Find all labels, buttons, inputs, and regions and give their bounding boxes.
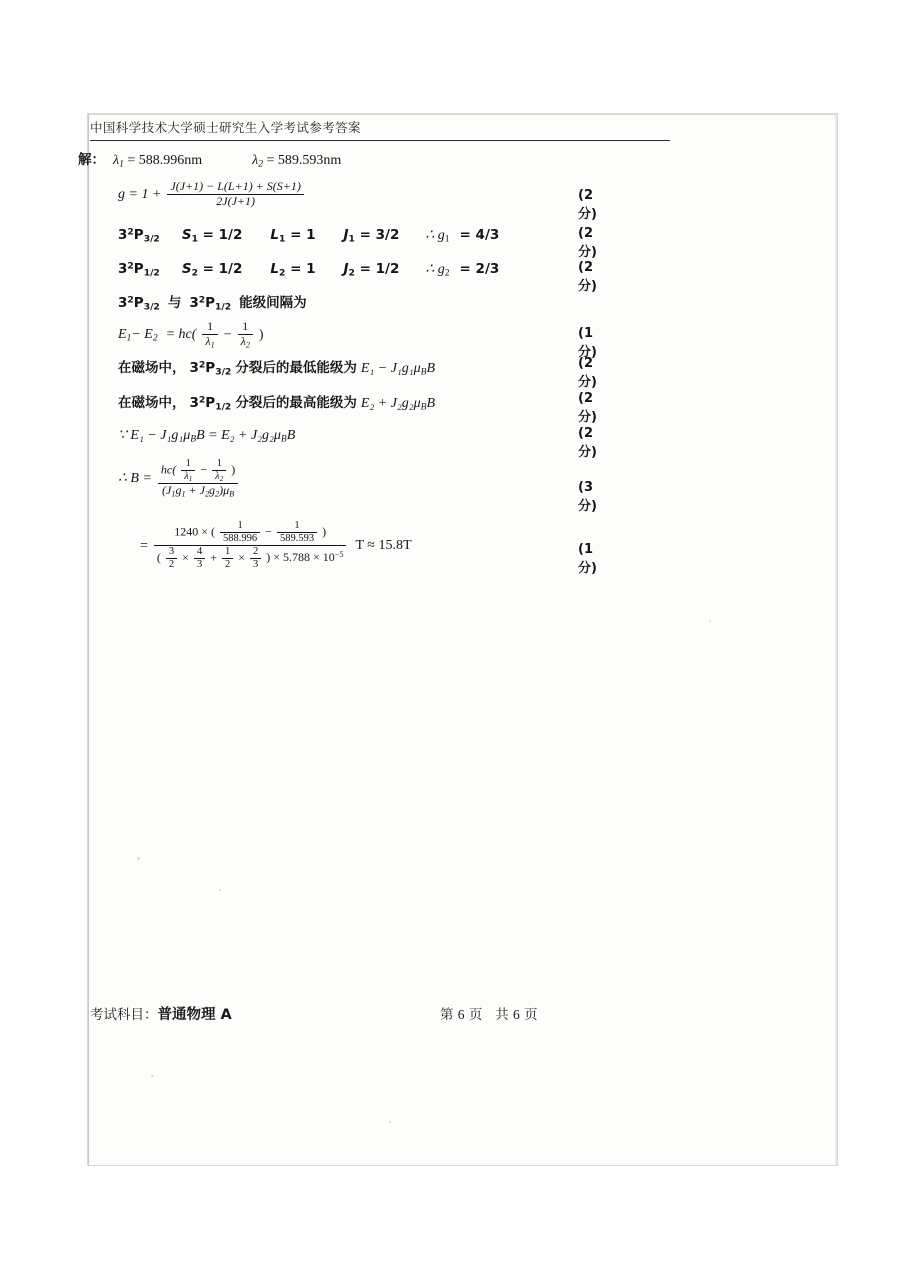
score-b: (3 分) — [578, 480, 597, 514]
lambda-subscript: 2 — [245, 340, 250, 350]
mu-b-subscript-2: B — [280, 434, 287, 445]
state-subscript: 3/2 — [215, 366, 232, 378]
mu-subscript: B — [229, 489, 235, 499]
minus-sign: − — [265, 524, 272, 539]
E2-subscript: 2 — [152, 334, 158, 345]
inverse-588-fraction — [220, 520, 260, 545]
b-numerator — [158, 458, 238, 483]
L1-subscript: 1 — [279, 233, 286, 245]
page-total: 6 — [513, 1007, 520, 1022]
score-low: (2 分) — [578, 356, 597, 390]
low-expression — [361, 361, 435, 376]
inverse-lambda1-fraction — [202, 320, 217, 349]
numeric-fraction — [154, 520, 347, 571]
S2-symbol: S — [181, 261, 192, 277]
denominator: 589.593 — [277, 532, 317, 545]
E1-symbol: E — [118, 327, 127, 343]
subject-label: 考试科目： — [90, 1007, 158, 1023]
J1-value: = 3/2 — [359, 227, 400, 243]
lambda-subscript: 2 — [219, 475, 224, 484]
lambda-symbol: λ — [205, 333, 211, 348]
minus-sign: − — [200, 462, 208, 477]
J1-subscript: 1 — [171, 489, 176, 499]
g-formula-lhs: g = 1 + — [118, 186, 162, 202]
b-lhs: ∴ B = — [118, 471, 152, 487]
J1-symbol: (J — [162, 483, 172, 498]
gap-conjunction: 与 — [167, 295, 182, 311]
lande-g-formula — [118, 179, 597, 222]
energy-gap-sentence — [118, 291, 307, 313]
energy-difference-equation — [118, 319, 597, 360]
numerator: 4 — [196, 546, 203, 558]
inverse-lambda2-fraction — [212, 458, 226, 483]
state-letter: P — [205, 395, 216, 411]
lambda-subscript: 1 — [210, 340, 215, 350]
low-mid: 分裂后的最低能级为 — [235, 360, 357, 376]
lambda-symbol: λ — [184, 471, 189, 483]
four-thirds-fraction — [194, 546, 205, 571]
score-g: (2 分) — [578, 188, 597, 222]
page-current: 6 — [457, 1007, 465, 1022]
high-expr-main: E₂ + J₂g₂μ — [360, 396, 421, 411]
numeric-result: T ≈ 15.8T — [355, 538, 412, 554]
numeric-denominator — [154, 545, 347, 571]
eq-left: ∵ E₁ − J₁g₁μ — [118, 428, 191, 443]
numerator: 1 — [224, 546, 231, 558]
term-3p32-line — [118, 226, 597, 260]
lambda-symbol: λ — [240, 333, 246, 348]
scan-speck — [219, 889, 221, 891]
lambda2-value: = 589.593nm — [266, 153, 342, 168]
state-number: 3 — [189, 360, 199, 376]
page-unit-2: 页 — [524, 1007, 538, 1023]
state-number: 3 — [118, 295, 128, 311]
denominator: 2 — [166, 558, 177, 571]
inverse-589-fraction — [277, 520, 317, 545]
g2-subscript: 2 — [444, 268, 450, 279]
state-number: 3 — [118, 227, 128, 243]
lambda1-subscript: 1 — [119, 159, 124, 170]
state-letter: P — [205, 295, 216, 311]
state-superscript: 2 — [198, 294, 206, 306]
L1-value: = 1 — [290, 227, 316, 243]
g1-value: = 4/3 — [459, 227, 500, 243]
high-mid: 分裂后的最高能级为 — [235, 395, 357, 411]
g1-therefore: ∴ g — [425, 228, 445, 243]
denominator: 588.996 — [220, 532, 260, 545]
J2-subscript: 2 — [348, 267, 355, 279]
g2-symbol: g — [209, 483, 216, 498]
gap-state-2 — [189, 295, 231, 311]
g1-symbol: g — [175, 483, 182, 498]
J1-symbol: J — [343, 227, 349, 243]
low-expr-main: E₁ − J₁g₁μ — [360, 361, 421, 376]
S1-value: = 1/2 — [202, 227, 243, 243]
state-superscript: 2 — [127, 226, 134, 238]
low-prefix: 在磁场中， — [118, 360, 186, 376]
page-label-current: 第 — [440, 1007, 454, 1023]
numerator: 1 — [185, 458, 191, 469]
state-superscript: 2 — [127, 260, 134, 272]
state-superscript: 2 — [198, 394, 206, 406]
state-subscript: 3/2 — [143, 233, 160, 245]
footer-pagination — [440, 1003, 538, 1023]
paren-open: ( — [156, 550, 161, 565]
score-p32: (2 分) — [578, 226, 597, 260]
score-num: (1 分) — [578, 542, 597, 576]
numeric-numerator — [154, 520, 347, 545]
term-3p12-line — [118, 260, 597, 294]
g2-subscript: 2 — [215, 489, 220, 499]
gap-state-1 — [118, 295, 160, 311]
score-p12: (2 分) — [578, 260, 597, 294]
J2-symbol: J — [343, 261, 349, 277]
numerator: 1 — [294, 520, 300, 531]
J1-subscript: 1 — [348, 233, 355, 245]
high-expression — [361, 396, 435, 411]
hc-open: hc( — [160, 462, 177, 477]
denominator — [181, 470, 195, 483]
scan-speck — [137, 857, 140, 860]
lowest-level-sentence — [118, 356, 597, 390]
scan-speck — [389, 1121, 391, 1123]
scan-speck — [151, 1075, 154, 1077]
high-prefix: 在磁场中， — [118, 395, 186, 411]
document-header: 中国科学技术大学硕士研究生入学考试参考答案 — [90, 120, 361, 135]
eq-middle: B = E₂ + J₂g₂μ — [196, 428, 281, 443]
mu-symbol: )μ — [219, 483, 230, 498]
lambda2-symbol: λ — [252, 153, 259, 168]
bohr-magneton-value — [266, 550, 343, 564]
field-symbol: B — [426, 396, 436, 411]
three-halves-fraction — [166, 546, 177, 571]
eq-expression — [118, 428, 295, 443]
lambda2-subscript: 2 — [258, 159, 263, 170]
numerator: 1 — [216, 458, 222, 469]
solution-label: 解： — [78, 152, 105, 168]
one-half-fraction — [222, 546, 233, 571]
state-superscript: 2 — [198, 359, 206, 371]
denominator: 2 — [222, 558, 233, 571]
state-subscript: 1/2 — [143, 267, 160, 279]
state-letter: P — [133, 227, 144, 243]
score-energy: (1 分) — [578, 326, 597, 360]
scan-speck — [709, 620, 711, 622]
gap-tail-text: 能级间隔为 — [239, 295, 307, 311]
state-letter: P — [133, 261, 144, 277]
lambda-symbol: λ — [215, 471, 220, 483]
numerator: 1 — [237, 520, 243, 531]
mu-b-subscript: B — [420, 367, 427, 378]
L2-value: = 1 — [290, 261, 316, 277]
page-unit-1: 页 — [468, 1007, 483, 1023]
denominator — [202, 334, 217, 350]
g2-therefore: ∴ g — [425, 262, 445, 277]
exponent: −5 — [334, 550, 344, 560]
g2-value: = 2/3 — [459, 261, 500, 277]
b-fraction — [158, 458, 238, 499]
denominator — [212, 470, 226, 483]
paren-close: ) — [258, 327, 264, 343]
L2-symbol: L — [270, 261, 279, 277]
paren-close: ) — [231, 462, 236, 477]
numerator: 3 — [168, 546, 175, 558]
mu-b-subscript: B — [420, 402, 427, 413]
numerator: 1 — [242, 319, 249, 333]
lambda1-value: = 588.996nm — [127, 153, 203, 168]
paren-close: ) — [322, 524, 327, 539]
b-denominator — [158, 483, 238, 499]
denominator — [238, 334, 253, 350]
lambda-subscript: 1 — [188, 475, 193, 484]
g-formula-fraction — [167, 180, 303, 209]
numerator: 2 — [253, 546, 259, 558]
state-number: 3 — [118, 261, 128, 277]
inverse-lambda1-fraction — [181, 458, 195, 483]
state-letter: P — [205, 360, 216, 376]
state-number: 3 — [189, 395, 199, 411]
hc-open: = hc( — [165, 327, 197, 343]
denominator: 3 — [194, 558, 205, 571]
g-formula-numerator: J(J+1) − L(L+1) + S(S+1) — [170, 179, 301, 193]
page-label-total: 共 — [495, 1007, 509, 1023]
term-3p12-state — [118, 261, 160, 277]
state-subscript: 3/2 — [143, 301, 160, 313]
S1-symbol: S — [181, 227, 192, 243]
low-state — [190, 360, 232, 376]
mu-b-subscript: B — [190, 434, 197, 445]
g1-subscript: 1 — [181, 489, 186, 499]
state-superscript: 2 — [127, 294, 134, 306]
J2-value: = 1/2 — [359, 261, 400, 277]
E2-symbol: − E — [131, 327, 153, 343]
times-sign: × — [182, 550, 189, 565]
constant-1240: 1240 × ( — [174, 524, 216, 539]
field-symbol: B — [426, 361, 436, 376]
numeric-evaluation — [140, 520, 597, 576]
highest-level-sentence — [118, 391, 597, 425]
term-3p32-state — [118, 227, 160, 243]
lambda1-symbol: λ — [113, 153, 120, 168]
denominator: 3 — [250, 558, 261, 571]
wavelength-line — [78, 148, 341, 170]
L2-subscript: 2 — [279, 267, 286, 279]
header-divider — [90, 140, 670, 141]
footer-subject — [90, 1003, 232, 1024]
eq-right: B — [286, 428, 296, 443]
inverse-lambda2-fraction — [238, 320, 253, 349]
factor: ) × 5.788 × 10 — [266, 550, 335, 565]
state-letter: P — [133, 295, 144, 311]
S2-subscript: 2 — [191, 267, 198, 279]
state-subscript: 1/2 — [215, 301, 232, 313]
two-thirds-fraction — [250, 546, 261, 571]
subject-name: 普通物理 A — [157, 1007, 232, 1023]
b-field-formula — [118, 458, 597, 514]
equals-sign: = — [140, 538, 148, 554]
L1-symbol: L — [270, 227, 279, 243]
g-formula-denominator: 2J(J+1) — [167, 194, 303, 209]
state-number: 3 — [189, 295, 199, 311]
score-eq: (2 分) — [578, 426, 597, 460]
plus-sign: + — [210, 550, 217, 565]
numerator: 1 — [207, 319, 214, 333]
minus-sign: − — [223, 327, 232, 343]
high-state — [190, 395, 232, 411]
g1-subscript: 1 — [444, 234, 450, 245]
state-subscript: 1/2 — [215, 401, 232, 413]
level-crossing-equation — [118, 426, 597, 460]
score-high: (2 分) — [578, 391, 597, 425]
E1-subscript: 1 — [126, 334, 132, 345]
J2-symbol: + J — [188, 483, 205, 498]
J2-subscript: 2 — [204, 489, 210, 499]
S2-value: = 1/2 — [202, 261, 243, 277]
times-sign: × — [238, 550, 245, 565]
S1-subscript: 1 — [191, 233, 198, 245]
